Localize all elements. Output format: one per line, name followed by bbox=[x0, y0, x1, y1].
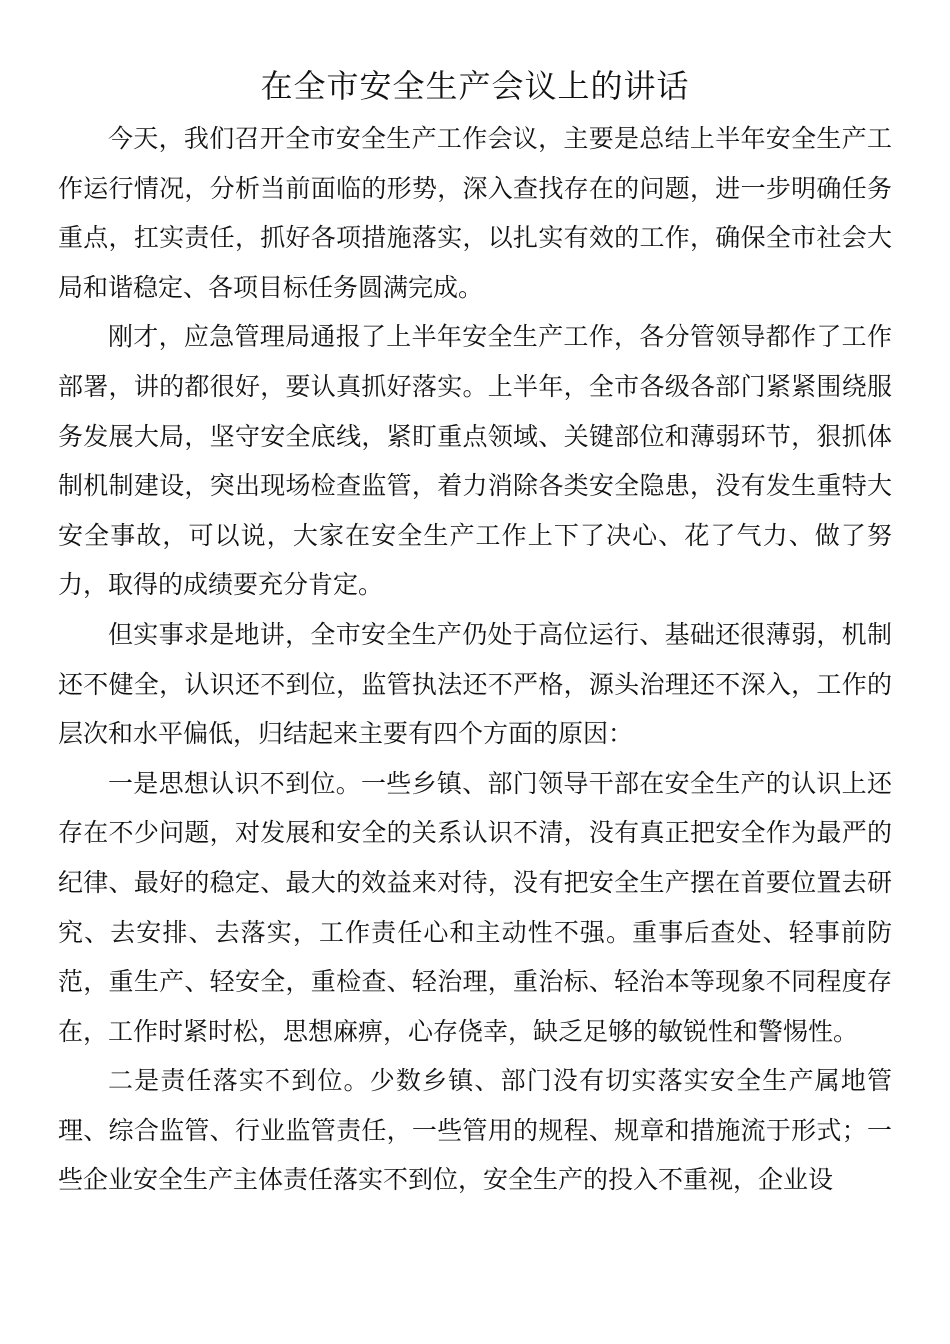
document-title: 在全市安全生产会议上的讲话 bbox=[260, 67, 690, 105]
paragraph-review: 刚才，应急管理局通报了上半年安全生产工作，各分管领导都作了工作部署，讲的都很好，要认真抓好落实。上半年，全市各级各部门紧紧围绕服务发展大局，坚守安全底线，紧盯重点领域、关键部位和薄弱环节，狠抓体制机制建设，突出现场检查监管，着力消除各类安全隐患，没有发生重特大安全事故，可以说，大家在安全生产工作上下了决心、花了气力、做了努力，取得的成绩要充分肯定。 bbox=[58, 322, 892, 600]
document-page bbox=[58, 62, 892, 1205]
paragraph-reason-two: 二是责任落实不到位。少数乡镇、部门没有切实落实安全生产属地管理、综合监管、行业监管责任，一些管用的规程、规章和措施流于形式；一些企业安全生产主体责任落实不到位，安全生产的投入不重视，企业设 bbox=[58, 1066, 892, 1195]
paragraph-problems: 但实事求是地讲，全市安全生产仍处于高位运行、基础还很薄弱，机制还不健全，认识还不到位，监管执法还不严格，源头治理还不深入，工作的层次和水平偏低，归结起来主要有四个方面的原因： bbox=[58, 619, 892, 749]
paragraph-opening: 今天，我们召开全市安全生产工作会议，主要是总结上半年安全生产工作运行情况，分析当前面临的形势，深入查找存在的问题，进一步明确任务重点，扛实责任，抓好各项措施落实，以扎实有效的工作，确保全市社会大局和谐稳定、各项目标任务圆满完成。 bbox=[58, 124, 892, 302]
paragraph-reason-one: 一是思想认识不到位。一些乡镇、部门领导干部在安全生产的认识上还存在不少问题，对发展和安全的关系认识不清，没有真正把安全作为最严的纪律、最好的稳定、最大的效益来对待，没有把安全生产摆在首要位置去研究、去安排、去落实，工作责任心和主动性不强。重事后查处、轻事前防范，重生产、轻安全，重检查、轻治理，重治标、轻治本等现象不同程度存在，工作时紧时松，思想麻痹，心存侥幸，缺乏足够的敏锐性和警惕性。 bbox=[58, 768, 892, 1046]
